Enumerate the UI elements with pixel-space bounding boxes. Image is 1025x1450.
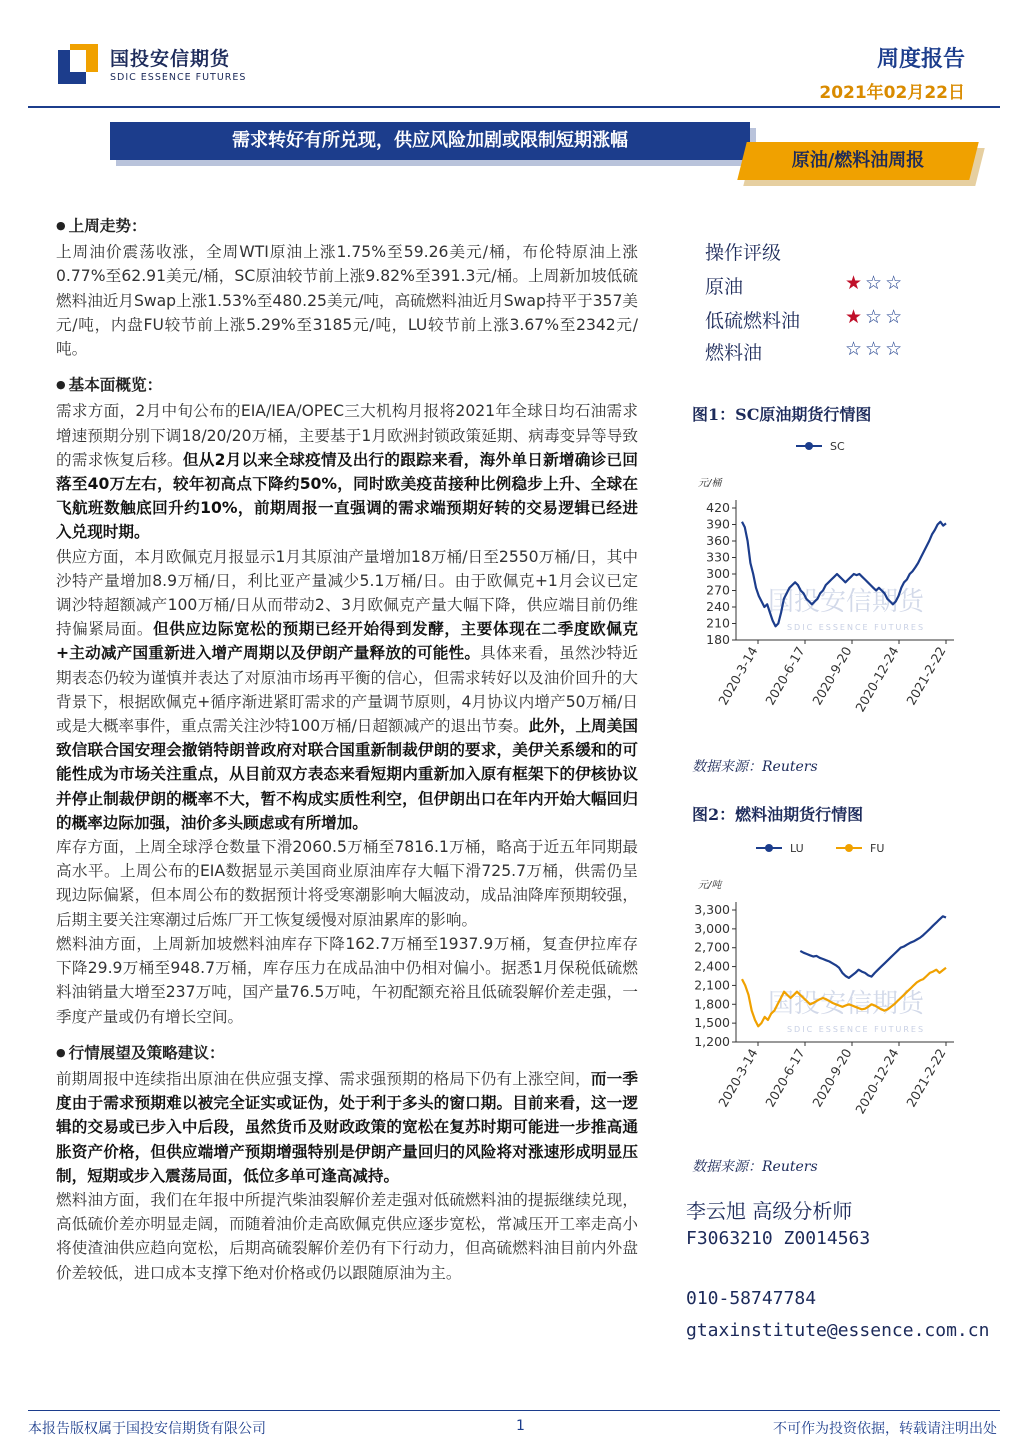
rating-name: 原油 [705, 276, 744, 298]
legend-label: FU [870, 842, 885, 855]
paragraph: 前期周报中连续指出原油在供应强支撑、需求强预期的格局下仍有上涨空间，而一季度由于需求预期难以被完全证实或证伪，处于利于多头的窗口期。目前来看，这一逻辑的交易或已步入中后段，虽然货币及财政政策的宽松在复苏时期可能进一步推高通胀资产价格，但供应端增产预期增强特别是伊朗产量回归的风险将对涨速形成明显压制，短期或步入震荡局面，低位多单可逢高减持。 [56, 1069, 638, 1185]
x-tick-label: 2020-3-14 [715, 1046, 761, 1110]
figure-2-title: 图2：燃料油期货行情图 [692, 805, 864, 824]
y-tick-label: 210 [706, 615, 730, 631]
x-tick-label: 2020-12-24 [852, 1046, 902, 1117]
x-tick-label: 2020-6-17 [762, 644, 808, 708]
y-tick-label: 3,000 [694, 920, 730, 936]
rating-name: 燃料油 [705, 342, 763, 364]
y-tick-label: 360 [706, 533, 730, 548]
page-number: 1 [516, 1418, 525, 1434]
star-empty-icon: ☆ [865, 338, 886, 360]
y-tick-label: 1,800 [694, 996, 730, 1012]
watermark-en: SDIC ESSENCE FUTURES [786, 623, 926, 632]
footer-copyright: 本报告版权属于国投安信期货有限公司 [28, 1421, 266, 1437]
paragraph: 上周油价震荡收涨，全周WTI原油上涨1.75%至59.26美元/桶，布伦特原油上涨0.77%至62.91美元/桶，SC原油较节前上涨9.82%至391.3元/桶。上周新加坡低硫燃料油近月Swap上涨1.53%至480.25美元/吨，高硫燃料油近月Swap持平于357美元/吨，内盘FU较节前上涨5.29%至3185元/吨，LU较节前上涨3.67%至2342元/吨。 [56, 243, 638, 359]
watermark-cn: 国投安信期货 [767, 587, 925, 617]
rating-row [705, 272, 743, 299]
star-filled-icon: ★ [845, 306, 866, 328]
star-empty-icon: ☆ [845, 338, 866, 360]
star-filled-icon: ★ [845, 272, 866, 294]
legend-marker [805, 442, 813, 450]
x-tick-label: 2020-6-17 [762, 1046, 808, 1110]
section-title: ● 上周走势： [56, 214, 638, 240]
section-title: ● 行情展望及策略建议： [56, 1041, 638, 1067]
watermark-cn: 国投安信期货 [767, 989, 925, 1019]
y-tick-label: 2,700 [694, 939, 730, 955]
figure-1-source: 数据来源：Reuters [692, 759, 818, 775]
analyst-email[interactable]: gtaxinstitute@essence.com.cn [686, 1320, 990, 1341]
y-tick-label: 1,200 [694, 1034, 730, 1049]
y-tick-label: 390 [706, 516, 730, 532]
section-title: ● 基本面概览： [56, 373, 638, 399]
report-type: 周度报告 [876, 47, 965, 72]
legend-marker [845, 844, 853, 852]
watermark-en: SDIC ESSENCE FUTURES [786, 1025, 926, 1034]
rating-row [705, 338, 762, 365]
logo-text-en: SDIC ESSENCE FUTURES [110, 72, 247, 83]
rating-stars [845, 306, 905, 328]
y-tick-label: 2,400 [694, 958, 730, 974]
y-tick-label: 1,500 [694, 1015, 730, 1031]
logo-text-cn: 国投安信期货 [110, 48, 231, 70]
paragraph: 燃料油方面，我们在年报中所提汽柴油裂解价差走强对低硫燃料油的提振继续兑现，高低硫价差亦明显走阔，而随着油价走高欧佩克供应逐步宽松，常减压开工率走高小将使渣油供应趋向宽松，后期高硫裂解价差仍有下行动力，但高硫燃料油目前内外盘价差较低，进口成本支撑下绝对价格或仍以跟随原油为主。 [56, 1190, 638, 1282]
paragraph: 燃料油方面，上周新加坡燃料油库存下降162.7万桶至1937.9万桶，复查伊拉库存下降29.9万桶至948.7万桶，库存压力在成品油中仍相对偏小。据悉1月保税低硫燃料油销量大增至237万吨，国产量76.5万吨，午初配额充裕且低硫裂解价差走强，一季度产量或仍有增长空间。 [56, 934, 638, 1026]
y-unit-label: 元/桶 [698, 478, 722, 489]
analyst-license: F3063210 Z0014563 [686, 1228, 871, 1249]
paragraph: 库存方面，上周全球浮仓数量下滑2060.5万桶至7816.1万桶，略高于近五年同期最高水平。上周公布的EIA数据显示美国商业原油库存大幅下滑725.7万桶，供需仍呈现边际偏紧，但本周公布的数据预计将受寒潮影响大幅波动，成品油降库预期较强，后期主要关注寒潮过后炼厂开工恢复缓慢对原油累库的影响。 [56, 838, 638, 929]
y-tick-label: 180 [706, 632, 730, 647]
header-divider [28, 106, 1000, 108]
x-tick-label: 2021-2-22 [903, 644, 949, 708]
y-tick-label: 300 [706, 566, 730, 581]
paragraph: 需求方面，2月中旬公布的EIA/IEA/OPEC三大机构月报将2021年全球日均石油需求增速预期分别下调18/20/20万桶，主要基于1月欧洲封锁政策延期、病毒变异等导致的需求恢复后移。但从2月以来全球疫情及出行的跟踪来看，海外单日新增确诊已回落至40万左右，较年初高点下降约50%，同时欧美疫苗接种比例稳步上升、全球在飞航班数触底回升约10%，前期周报一直强调的需求端预期好转的交易逻辑已经进入兑现时期。 [56, 402, 638, 542]
x-tick-label: 2020-12-24 [852, 644, 902, 715]
report-title: 需求转好有所兑现，供应风险加剧或限制短期涨幅 [110, 122, 750, 160]
y-tick-label: 2,100 [694, 977, 730, 993]
y-unit-label: 元/吨 [698, 880, 722, 891]
footer-divider [28, 1410, 1000, 1411]
main-text-column [56, 214, 638, 1285]
x-tick-label: 2021-2-22 [903, 1046, 949, 1110]
y-tick-label: 3,300 [694, 902, 730, 917]
fuel-chart [686, 832, 986, 1150]
x-tick-label: 2020-9-20 [809, 644, 855, 708]
footer-disclaimer: 不可作为投资依据，转载请注明出处 [773, 1421, 997, 1437]
logo-icon [58, 44, 98, 84]
rating-stars [845, 338, 905, 360]
legend-marker [765, 844, 773, 852]
rating-title: 操作评级 [705, 242, 782, 264]
rating-name: 低硫燃料油 [705, 310, 801, 332]
rating-row [705, 306, 800, 333]
analyst-name: 李云旭 高级分析师 [686, 1199, 853, 1223]
rating-stars [845, 272, 905, 294]
y-tick-label: 330 [706, 549, 730, 565]
x-tick-label: 2020-9-20 [809, 1046, 855, 1110]
report-date: 2021年02月22日 [819, 83, 965, 103]
category-label: 原油/燃料油周报 [791, 150, 925, 171]
star-empty-icon: ☆ [885, 306, 906, 328]
star-empty-icon: ☆ [885, 338, 906, 360]
sc-chart [686, 430, 986, 748]
legend-label: SC [830, 440, 845, 453]
y-tick-label: 270 [706, 582, 730, 598]
figure-2-source: 数据来源：Reuters [692, 1159, 818, 1175]
x-tick-label: 2020-3-14 [715, 644, 761, 708]
star-empty-icon: ☆ [885, 272, 906, 294]
y-tick-label: 240 [706, 599, 730, 614]
star-empty-icon: ☆ [865, 272, 886, 294]
analyst-phone: 010-58747784 [686, 1288, 817, 1309]
series-line-lu [800, 916, 946, 978]
star-empty-icon: ☆ [865, 306, 886, 328]
paragraph: 供应方面，本月欧佩克月报显示1月其原油产量增加18万桶/日至2550万桶/日，其中沙特产量增加8.9万桶/日，利比亚产量减少5.1万桶/日。由于欧佩克+1月会议已定调沙特超额减产100万桶/日从而带动2、3月欧佩克产量大幅下降，供应端目前仍维持偏紧局面。但供应边际宽松的预期已经开始得到发酵，主要体现在二季度欧佩克+主动减产国重新进入增产周期以及伊朗产量释放的可能性。具体来看，虽然沙特近期表态仍较为谨慎并表达了对原油市场再平衡的信心，但需求转好以及油价回升的大背景下，根据欧佩克+循序渐进紧盯需求的产量调节原则，4月协议内增产50万桶/日或是大概率事件，重点需关注沙特100万桶/日超额减产的退出节奏。此外，上周美国致信联合国安理会撤销特朗普政府对联合国重新制裁伊朗的要求，美伊关系缓和的可能性成为市场关注重点，从目前双方表态来看短期内重新加入原有框架下的伊核协议并停止制裁伊朗的概率不大，暂不构成实质性利空，但伊朗出口在年内开始大幅回归的概率边际加强，油价多头顾虑或有所增加。 [56, 547, 638, 832]
legend-label: LU [790, 842, 804, 855]
y-tick-label: 420 [706, 500, 730, 515]
figure-1-title: 图1：SC原油期货行情图 [692, 405, 872, 424]
